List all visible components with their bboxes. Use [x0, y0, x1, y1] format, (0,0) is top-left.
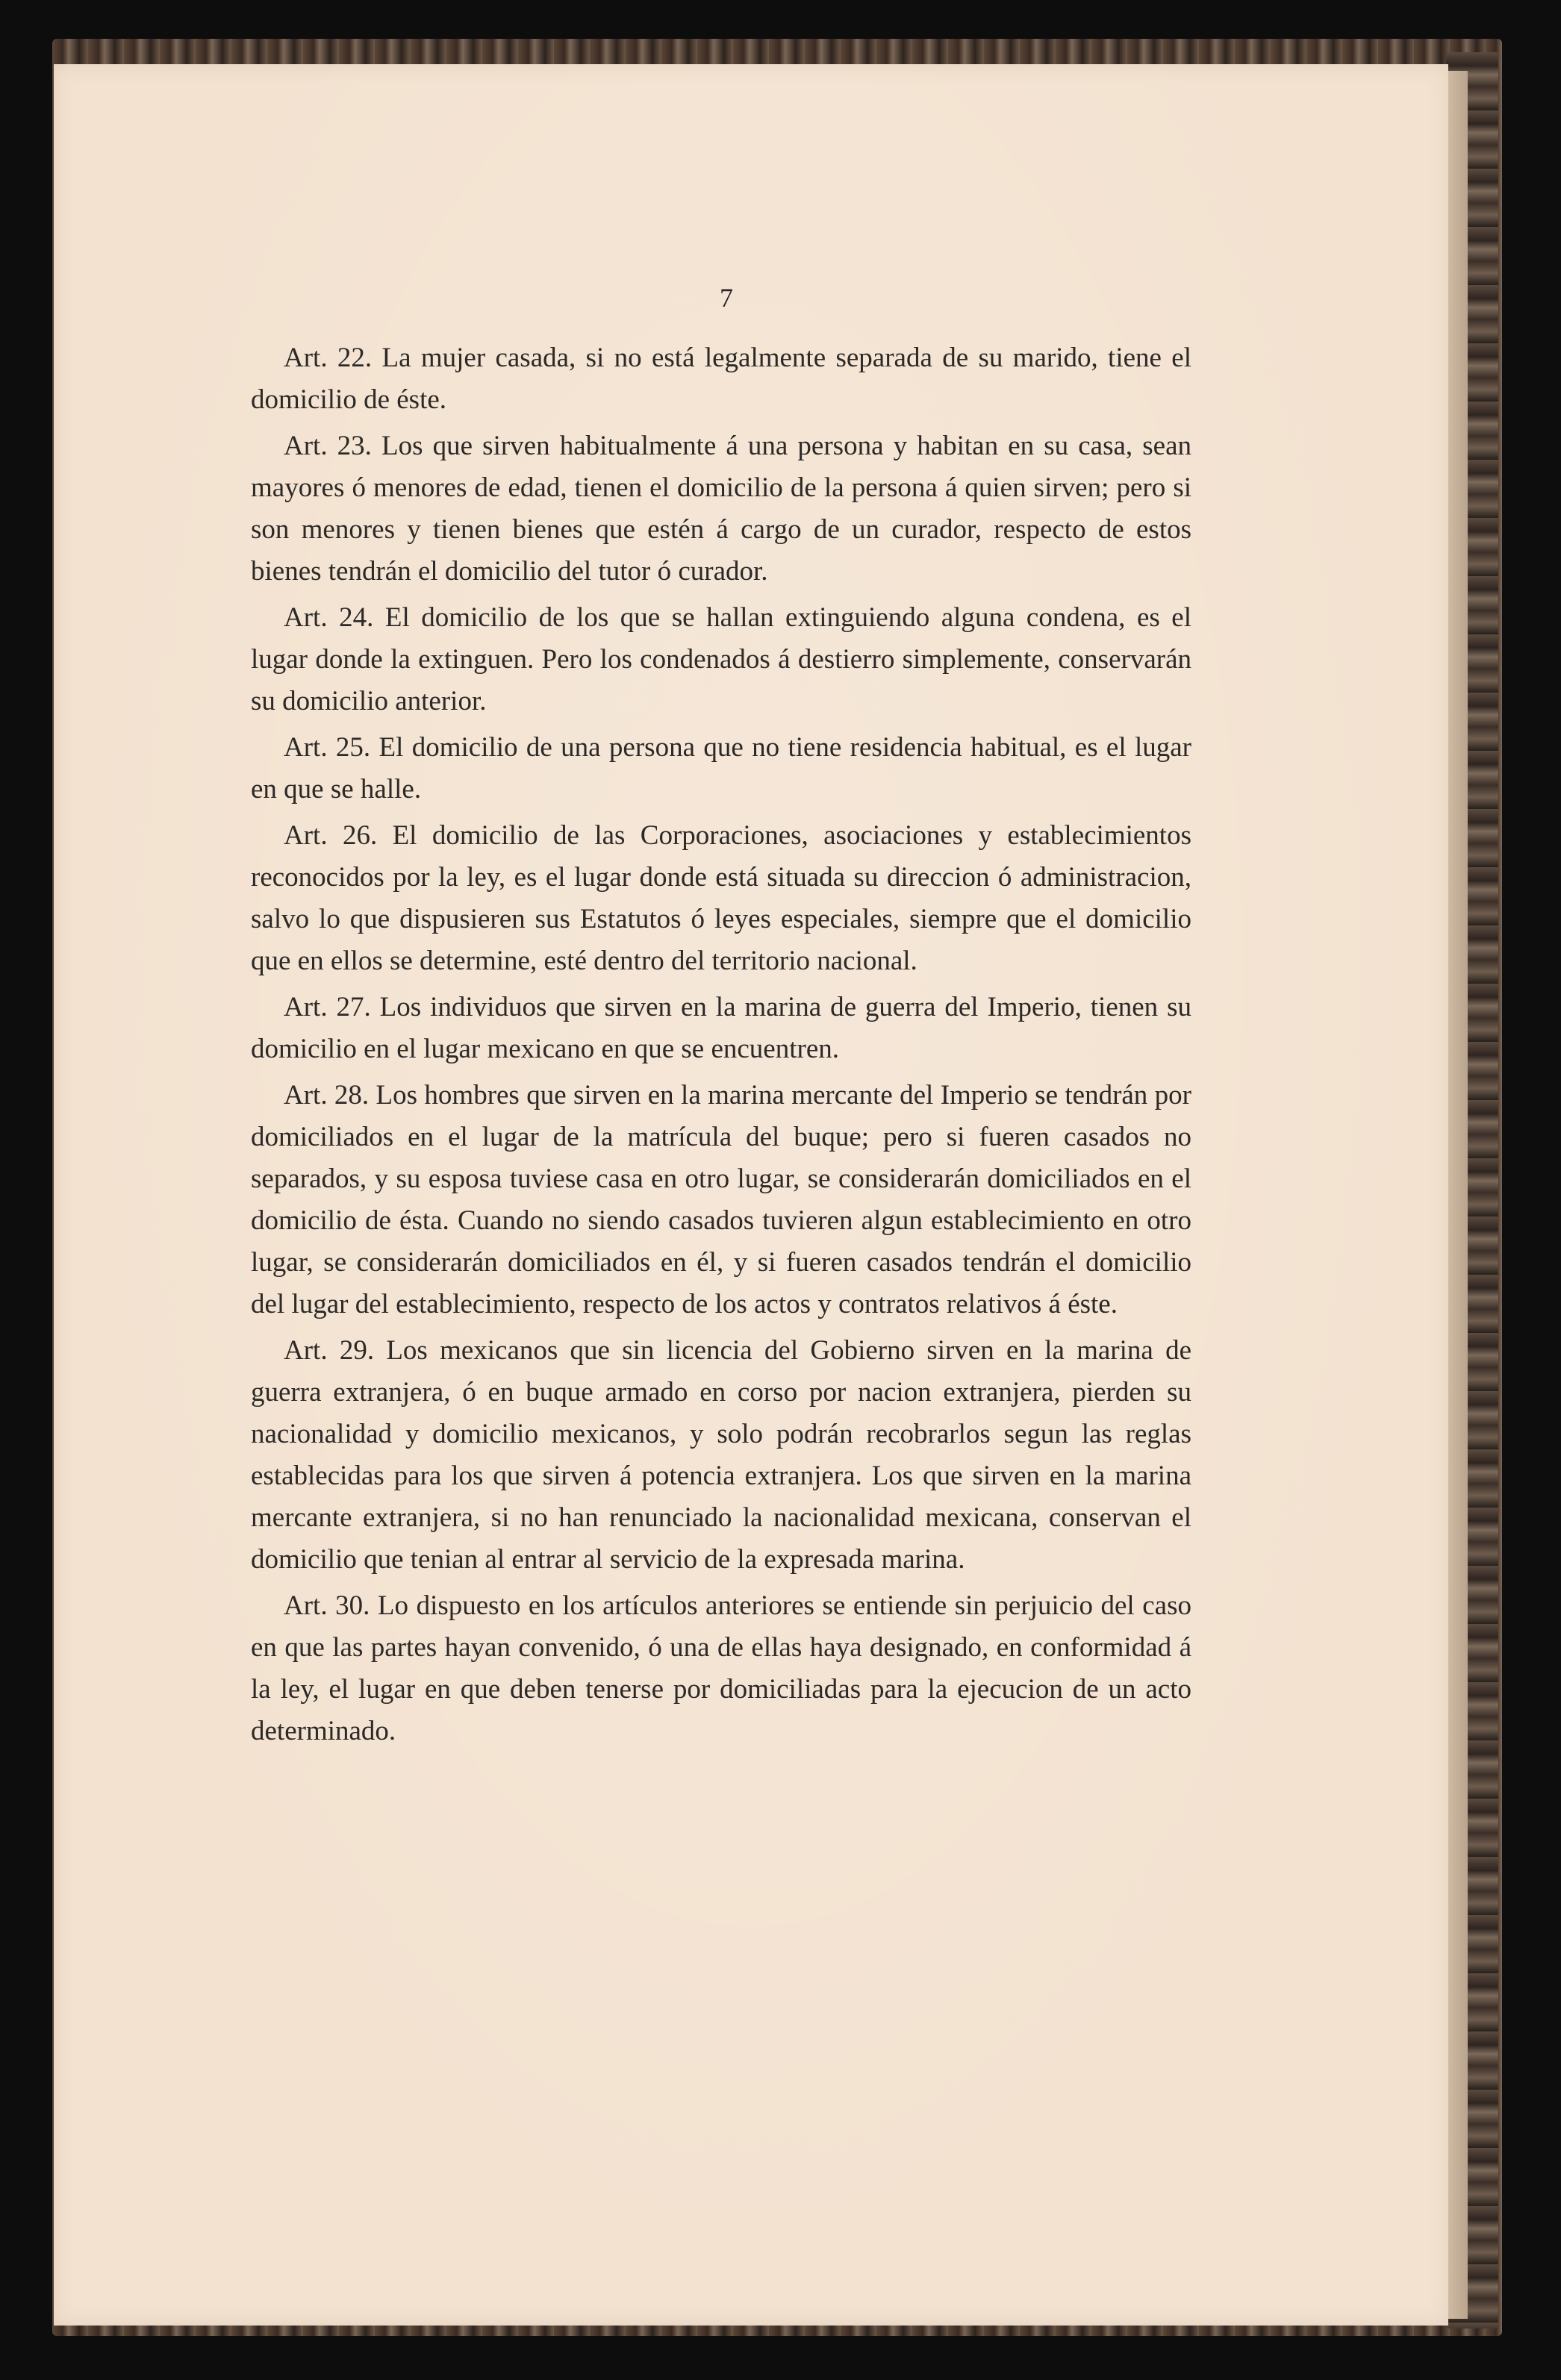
article-label: Art. 28. [284, 1080, 370, 1111]
article-body: Los mexicanos que sin licencia del Gobierno sirven en la marina de guerra extranjera, ó en buque armado en corso por nacion extranjera, pierden su nacionalidad y domicilio mexicanos, y solo podrán recobrarlos segun las reglas establecidas para los que sirven á potencia extranjera. Los que sirven en la marina mercante extranjera, si no han renunciado la nacionalidad mexicana, conservan el domicilio que tenian al entrar al servicio de la expresada marina. [251, 1335, 1192, 1575]
article-body: El domicilio de una persona que no tiene residencia habitual, es el lugar en que se halle. [251, 732, 1192, 805]
article-28 [251, 1075, 1191, 1325]
article-22 [251, 337, 1191, 421]
article-26 [251, 815, 1191, 982]
article-body: La mujer casada, si no está legalmente separada de su marido, tiene el domicilio de éste. [251, 343, 1191, 415]
article-body: Los que sirven habitualmente á una persona y habitan en su casa, sean mayores ó menores de edad, tienen el domicilio de la persona á quien sirven; pero si son menores y tienen bienes que estén á cargo de un curador, respecto de estos bienes tendrán el domicilio del tutor ó curador. [251, 431, 1192, 587]
article-label: Art. 25. [284, 732, 371, 763]
article-25 [251, 727, 1191, 810]
article-body: El domicilio de los que se hallan extinguiendo alguna condena, es el lugar donde la extinguen. Pero los condenados á destierro simplemente, conservarán su domicilio anterior. [251, 602, 1191, 716]
article-label: Art. 30. [284, 1590, 370, 1621]
article-body: El domicilio de las Corporaciones, asociaciones y establecimientos reconocidos por la ley, es el lugar donde está situada su direccion ó administracion, salvo lo que dispusieren sus Estatutos ó leyes especiales, siempre que el domicilio que en ellos se determine, esté dentro del territorio nacional. [251, 820, 1191, 976]
article-29 [251, 1330, 1191, 1581]
article-label: Art. 24. [284, 602, 374, 633]
article-24 [251, 597, 1191, 722]
article-label: Art. 27. [284, 992, 371, 1022]
page-number: 7 [720, 283, 733, 313]
article-label: Art. 26. [284, 820, 378, 851]
article-label: Art. 22. [284, 343, 373, 373]
article-text-block [251, 337, 1191, 1757]
article-label: Art. 23. [284, 431, 372, 461]
article-23 [251, 425, 1191, 593]
article-body: Lo dispuesto en los artículos anteriores se entiende sin perjuicio del caso en que las partes hayan convenido, ó una de ellas haya designado, en conformidad á la ley, el lugar en que deben tenerse por domiciliadas para la ejecucion de un acto determinado. [251, 1590, 1191, 1746]
article-body: Los individuos que sirven en la marina de guerra del Imperio, tienen su domicilio en el lugar mexicano en que se encuentren. [251, 992, 1191, 1064]
article-27 [251, 987, 1191, 1070]
article-label: Art. 29. [284, 1335, 375, 1366]
article-30 [251, 1585, 1191, 1752]
article-body: Los hombres que sirven en la marina mercante del Imperio se tendrán por domiciliados en el lugar de la matrícula del buque; pero si fueren casados no separados, y su esposa tuviese casa en otro lugar, se considerarán domiciliados en el domicilio de ésta. Cuando no siendo casados tuvieren algun establecimiento en otro lugar, se considerarán domiciliados en él, y si fueren casados tendrán el domicilio del lugar del establecimiento, respecto de los actos y contratos relativos á éste. [251, 1080, 1191, 1319]
